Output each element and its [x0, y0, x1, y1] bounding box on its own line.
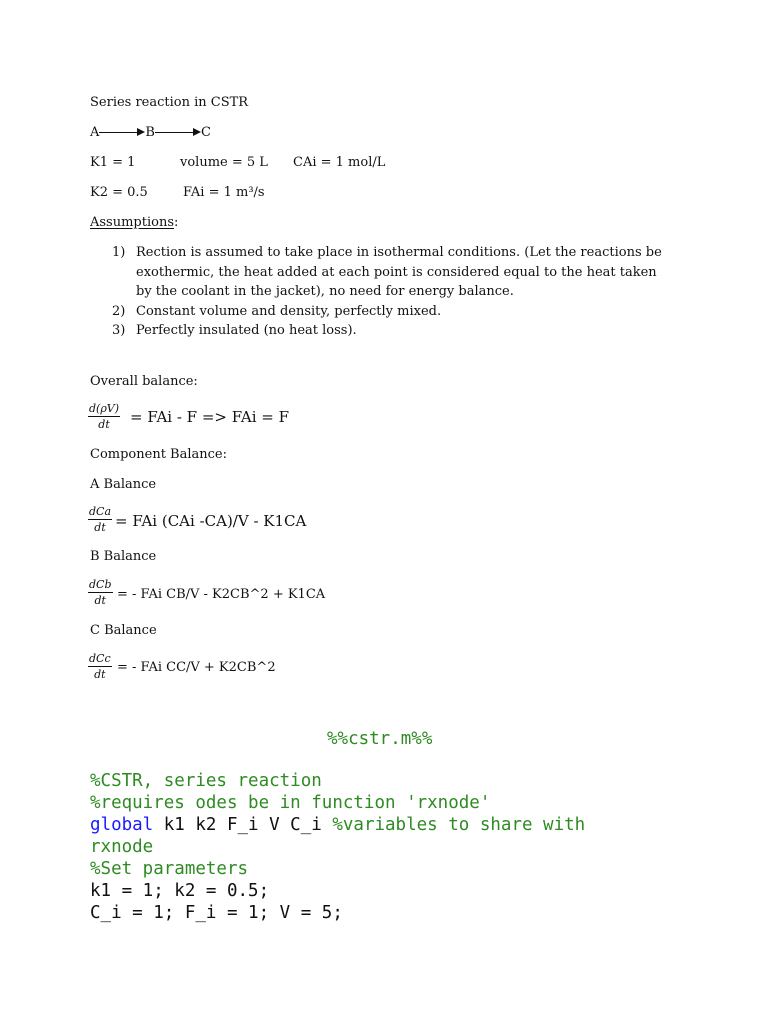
a-balance-equation: = FAi (CAi -CA)/V - K1CA — [115, 512, 307, 530]
fraction-numerator: d(ρV) — [89, 402, 120, 415]
param-k2: K2 = 0.5 — [90, 185, 148, 200]
list-text: Perfectly insulated (no heat loss). — [136, 323, 357, 338]
fraction-denominator: dt — [94, 521, 106, 534]
b-balance-heading: B Balance — [90, 549, 157, 564]
reaction-arrow-icon — [99, 128, 145, 138]
list-number: 2) — [112, 303, 126, 319]
list-item — [112, 243, 672, 302]
code-line: k1 = 1; k2 = 0.5; — [90, 881, 270, 901]
code-line: %Set parameters — [90, 859, 249, 879]
c-balance-heading: C Balance — [90, 623, 157, 638]
b-balance-derivative — [88, 578, 113, 607]
list-number: 1) — [112, 245, 126, 260]
code-line: C_i = 1; F_i = 1; V = 5; — [90, 903, 343, 923]
param-cai: CAi = 1 mol/L — [293, 155, 386, 170]
code-comment: %variables to share with — [332, 815, 586, 835]
code-block — [90, 770, 585, 924]
reaction-scheme — [90, 125, 211, 140]
code-filename: %%cstr.m%% — [327, 729, 433, 749]
code-line — [90, 814, 585, 836]
fraction-numerator: dCa — [89, 505, 112, 518]
code-keyword: global — [90, 815, 154, 835]
list-item — [112, 302, 672, 322]
species-b: B — [145, 125, 155, 140]
overall-equation: = FAi - F => FAi = F — [130, 408, 290, 426]
fraction-numerator: dCb — [89, 578, 112, 591]
list-text: Constant volume and density, perfectly mixed. — [136, 303, 442, 319]
c-balance-derivative — [88, 652, 112, 681]
overall-heading: Overall balance: — [90, 374, 198, 389]
a-balance-heading: A Balance — [90, 477, 157, 492]
assumptions-list — [112, 243, 672, 341]
param-volume: volume = 5 L — [180, 155, 268, 170]
list-item — [112, 321, 672, 341]
assumptions-heading-text: Assumptions — [90, 215, 175, 230]
param-k1: K1 = 1 — [90, 155, 136, 170]
species-c: C — [200, 125, 211, 140]
fraction-numerator: dCc — [89, 652, 111, 665]
code-line: %requires odes be in function 'rxnode' — [90, 793, 491, 813]
fraction-denominator: dt — [94, 668, 106, 681]
document-title: Series reaction in CSTR — [90, 95, 249, 110]
list-text: Rection is assumed to take place in isothermal conditions. (Let the reactions be exothermic, the heat added at each point is considered equal to the heat taken by the coolant in the jacket), no need for energy balance. — [136, 245, 662, 299]
code-line: rxnode — [90, 837, 154, 857]
param-fai: FAi = 1 m³/s — [183, 185, 265, 200]
assumptions-heading: Assumptions: — [90, 215, 179, 230]
species-a: A — [90, 125, 100, 140]
c-balance-equation: = - FAi CC/V + K2CB^2 — [117, 660, 276, 675]
fraction-denominator: dt — [98, 418, 110, 431]
code-line: %CSTR, series reaction — [90, 771, 322, 791]
b-balance-equation: = - FAi CB/V - K2CB^2 + K1CA — [117, 587, 326, 602]
reaction-arrow-icon — [155, 128, 201, 138]
fraction-denominator: dt — [94, 594, 106, 607]
list-number: 3) — [112, 323, 126, 338]
overall-derivative — [88, 402, 120, 431]
code-vars: k1 k2 F_i V C_i — [153, 815, 333, 835]
a-balance-derivative — [88, 505, 112, 534]
component-heading: Component Balance: — [90, 447, 227, 462]
